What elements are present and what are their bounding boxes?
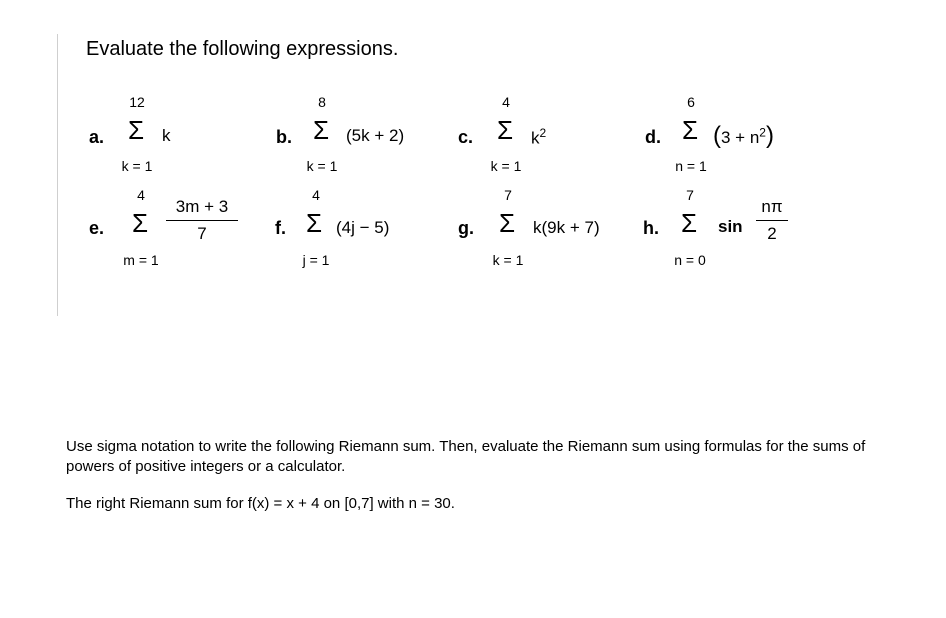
summand: k <box>162 126 171 145</box>
lower-limit: k = 1 <box>306 158 338 174</box>
fraction-numerator: 3m + 3 <box>175 197 229 216</box>
upper-limit: 8 <box>318 94 326 110</box>
summand-base: 3 + n <box>721 128 760 147</box>
upper-limit: 6 <box>687 94 695 110</box>
upper-limit: 12 <box>129 94 145 110</box>
sigma-symbol: Σ <box>497 115 514 145</box>
upper-limit: 7 <box>686 187 694 203</box>
exponent: 2 <box>759 125 766 140</box>
exponent: 2 <box>539 126 547 140</box>
fraction <box>166 197 238 244</box>
summand: (5k + 2) <box>346 126 405 145</box>
summand <box>531 126 546 149</box>
summand: (4j − 5) <box>336 218 390 237</box>
lower-limit: m = 1 <box>123 252 159 268</box>
problem-letter: c. <box>458 127 474 147</box>
fraction-bar <box>756 220 788 221</box>
upper-limit: 4 <box>502 94 510 110</box>
summand-base: k <box>531 128 540 148</box>
right-paren: ) <box>765 122 774 149</box>
problem-letter: h. <box>643 218 659 238</box>
fraction-denominator: 7 <box>197 224 207 243</box>
lower-limit: k = 1 <box>121 158 153 174</box>
lower-limit: n = 0 <box>674 252 706 268</box>
upper-limit: 7 <box>504 187 512 203</box>
sin-function: sin <box>718 217 743 236</box>
lower-limit: j = 1 <box>302 252 330 268</box>
fraction-denominator: 2 <box>767 224 777 243</box>
problem-letter: g. <box>458 218 474 238</box>
sigma-symbol: Σ <box>681 208 698 238</box>
riemann-problem: The right Riemann sum for f(x) = x + 4 on [0,7] with n = 30. <box>66 495 455 512</box>
sigma-symbol: Σ <box>313 115 330 145</box>
fraction-numerator: nπ <box>761 197 783 216</box>
fraction-bar <box>166 220 238 221</box>
summand <box>713 122 774 150</box>
fraction <box>756 197 788 244</box>
upper-limit: 4 <box>312 187 320 203</box>
lower-limit: n = 1 <box>675 158 707 174</box>
problem-letter: f. <box>275 218 286 238</box>
problem-letter: b. <box>276 127 292 147</box>
sigma-symbol: Σ <box>499 208 516 238</box>
page-title: Evaluate the following expressions. <box>86 38 399 60</box>
riemann-instructions: Use sigma notation to write the following Riemann sum. Then, evaluate the Riemann sum using formulas for the sums of powers of positive integers or a calculator. <box>66 438 866 475</box>
problem-letter: a. <box>89 127 105 147</box>
summand: k(9k + 7) <box>533 218 600 237</box>
problem-letter: d. <box>645 127 661 147</box>
upper-limit: 4 <box>137 187 145 203</box>
lower-limit: k = 1 <box>490 158 522 174</box>
sigma-symbol: Σ <box>306 208 323 238</box>
lower-limit: k = 1 <box>492 252 524 268</box>
left-paren: ( <box>713 122 721 149</box>
sigma-symbol: Σ <box>132 208 149 238</box>
left-border-line <box>57 34 58 316</box>
problem-letter: e. <box>89 218 105 238</box>
sigma-symbol: Σ <box>128 115 145 145</box>
sigma-symbol: Σ <box>682 115 699 145</box>
